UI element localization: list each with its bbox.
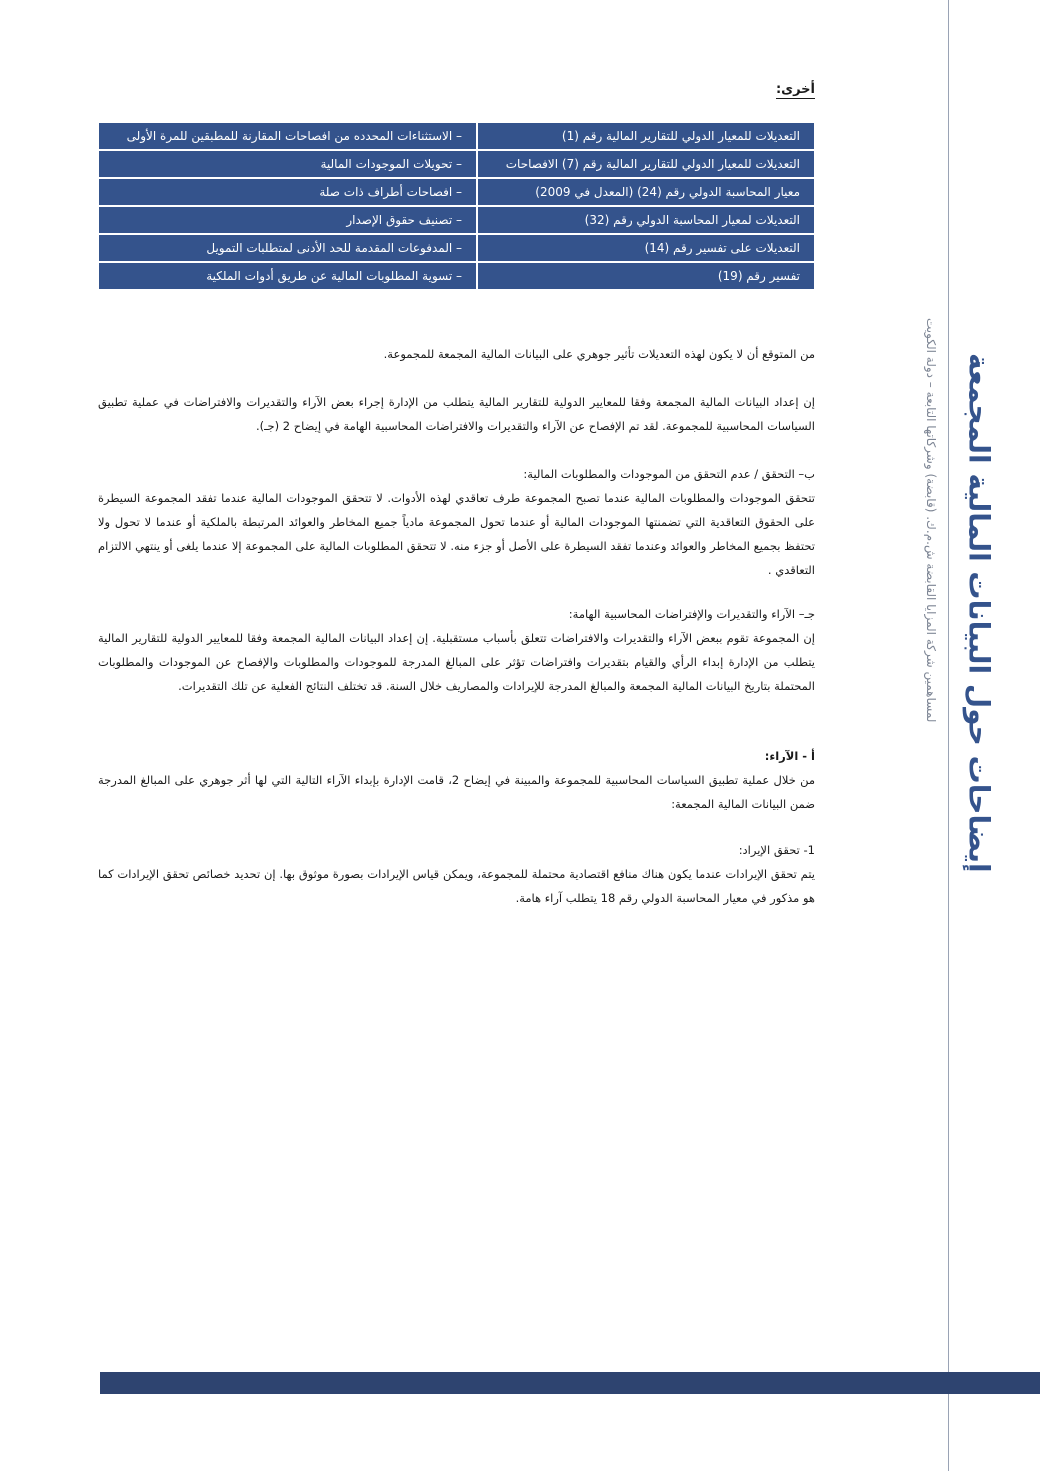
section-body-opinions: من خلال عملية تطبيق السياسات المحاسبية للمجموعة والمبينة في إيضاح 2، قامت الإدارة بإبداء الآراء التالية التي لها أثر جوهري على المبالغ المدرجة ضمن البيانات المالية المجمعة: [98,773,816,811]
table-row [98,122,815,150]
table-cell-topic: – تحويلات الموجودات المالية [98,150,477,178]
section-heading-recognition: ب– التحقق / عدم التحقق من الموجودات والمطلوبات المالية: [523,467,815,481]
paragraph-expected-impact: من المتوقع أن لا يكون لهذه التعديلات تأثير جوهري على البيانات المالية المجمعة للمجموعة. [383,347,815,361]
table-cell-topic: – المدفوعات المقدمة للحد الأدنى لمتطلبات التمويل [98,234,477,262]
section-body-revenue: يتم تحقق الإيرادات عندما يكون هناك منافع اقتصادية محتملة للمجموعة، ويمكن قياس الإيرادات بصورة موثوق بها. إن تحديد خصائص تحقق الإيرادات كما هو مذكور في معيار المحاسبة الدولي رقم 18 يتطلب آراء هامة. [98,867,815,905]
section-other [98,78,815,99]
sidebar-subtitle [920,300,942,740]
table-cell-standard: التعديلات على تفسير رقم (14) [477,234,815,262]
sidebar-subtitle-text: لمساهمين شركة المزايا القابضة ش.م.ك. (قابضة) وشركاتها التابعة – دولة الكويت [924,317,938,723]
section-heading-opinions: أ - الآراء: [764,749,815,763]
table-cell-topic: – تسوية المطلوبات المالية عن طريق أدوات الملكية [98,262,477,290]
table-row [98,178,815,206]
table-row [98,150,815,178]
section-revenue [98,838,815,910]
table-cell-standard: تفسير رقم (19) [477,262,815,290]
section-judgements [98,602,815,698]
section-body-judgements: إن المجموعة تقوم ببعض الآراء والتقديرات والافتراضات تتعلق بأسباب مستقبلية. إن إعداد البيانات المالية المجمعة وفقا للمعايير الدولية للتقارير المالية يتطلب من الإدارة إبداء الرأي والقيام بتقديرات وافتراضات تؤثر على المبالغ المدرجة للموجودات والمطلوبات والإفصاح عن الموجودات والمطلوبات المحتملة بتاريخ البيانات المالية المجمعة والمبالغ المدرجة للإيرادات والمصاريف خلال السنة. قد تختلف النتائج الفعلية عن تلك التقديرات. [98,631,815,693]
table-row [98,262,815,290]
footer-bar [100,1372,1040,1394]
section-heading-other: أخرى: [775,82,815,97]
amendments-table [98,122,815,290]
table-cell-topic: – تصنيف حقوق الإصدار [98,206,477,234]
sidebar-title [960,353,998,873]
table-cell-standard: التعديلات للمعيار الدولي للتقارير المالية رقم (7) الافصاحات [477,150,815,178]
table-cell-standard: التعديلات لمعيار المحاسبة الدولي رقم (32) [477,206,815,234]
section-heading-revenue: 1- تحقق الإيراد: [738,843,815,857]
paragraph-preparation: إن إعداد البيانات المالية المجمعة وفقا للمعايير الدولية للتقارير المالية يتطلب من الإدارة إجراء بعض الآراء والتقديرات والافتراضات في عملية تطبيق السياسات المحاسبية للمجموعة. لقد تم الإفصاح عن الآراء والتقديرات والافتراضات المحاسبية الهامة في إيضاح 2 (جـ). [98,395,815,433]
table-row [98,206,815,234]
section-heading-judgements: جـ– الآراء والتقديرات والإفتراضات المحاسبية الهامة: [568,607,815,621]
sidebar-divider [948,0,949,1471]
table-cell-topic: – الاستثناءات المحدده من افصاحات المقارنة للمطبقين للمرة الأولى [98,122,477,150]
table-cell-standard: التعديلات للمعيار الدولي للتقارير المالية رقم (1) [477,122,815,150]
table-row [98,234,815,262]
table-cell-standard: معيار المحاسبة الدولي رقم (24) (المعدل في 2009) [477,178,815,206]
section-opinions [98,744,815,816]
section-body-recognition: تتحقق الموجودات والمطلوبات المالية عندما تصبح المجموعة طرف تعاقدي لهذه الأدوات. لا تتحقق الموجودات المالية عندما تفقد المجموعة السيطرة على الحقوق التعاقدية التي تضمنتها الموجودات المالية أو عندما تحول المجموعة مادياً جميع المخاطر والعوائد المرتبطة بالملكية أو عندما لا تحول ولا تحتفظ بجميع المخاطر والعوائد وعندما تفقد السيطرة على الأصل أو جزء منه. لا تتحقق المطلوبات المالية على المجموعة إلا عندما يلغى أو ينتهي الالتزام التعاقدي . [98,491,815,577]
section-recognition [98,462,815,582]
sidebar-title-text: إيضاحات حول البيانات المالية المجمعة [962,353,996,873]
table-cell-topic: – افصاحات أطراف ذات صلة [98,178,477,206]
